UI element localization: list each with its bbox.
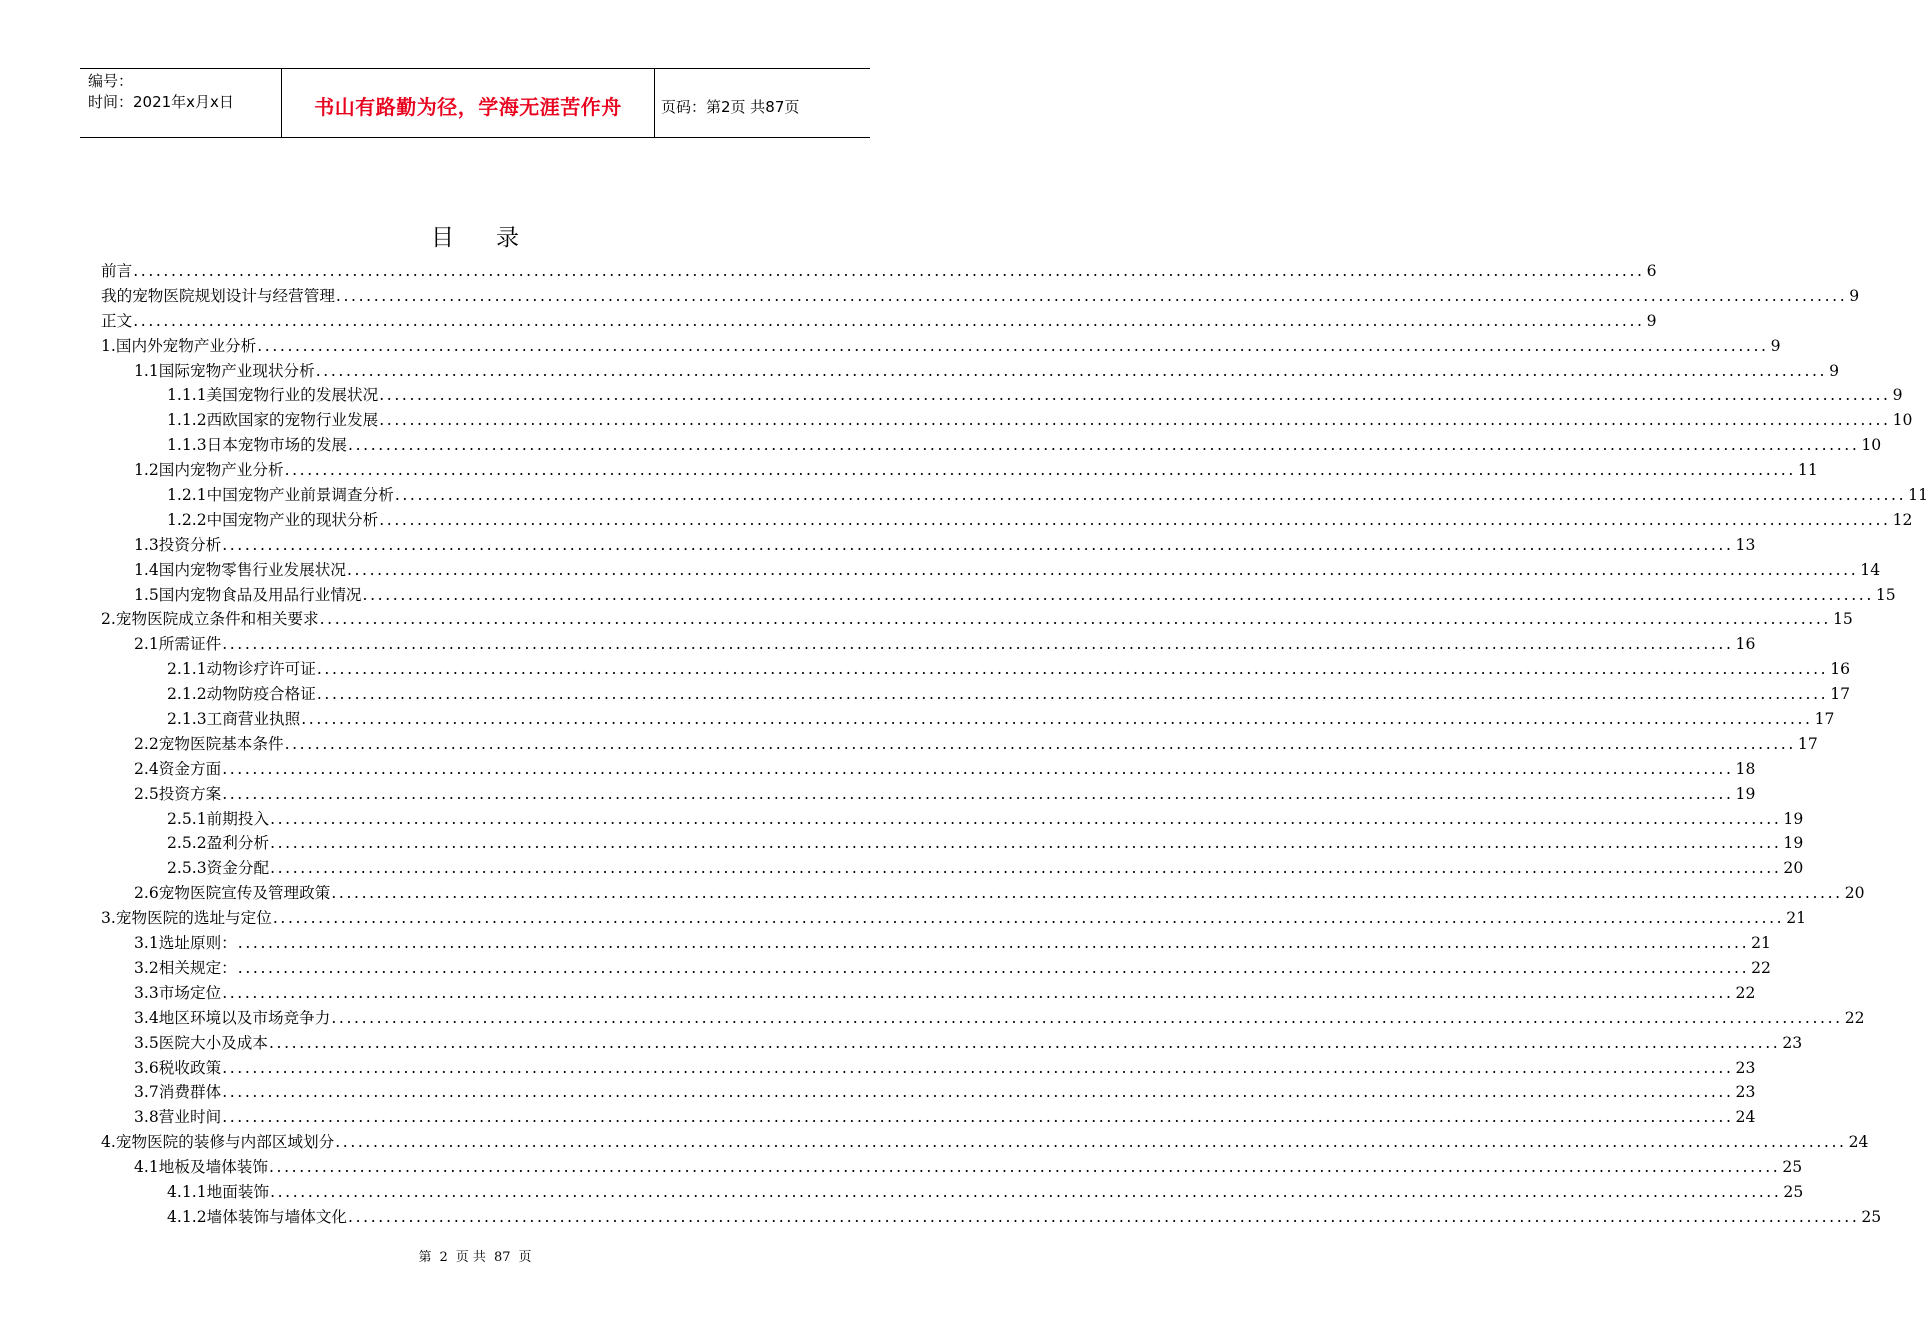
toc-dot-leader: ........................................................................................................................................................................................................ bbox=[335, 286, 1848, 305]
toc-entry-title: 3.3市场定位 bbox=[134, 983, 222, 1002]
toc-entry-title: 2.宠物医院成立条件和相关要求 bbox=[101, 610, 319, 629]
toc-entry[interactable] bbox=[101, 1056, 1756, 1081]
toc-entry-page: 13 bbox=[1735, 535, 1756, 554]
toc-entry-page: 23 bbox=[1735, 1058, 1756, 1077]
toc-dot-leader: ........................................................................................................................................................................................................ bbox=[222, 535, 1734, 554]
table-of-contents bbox=[101, 259, 1928, 1230]
toc-entry[interactable] bbox=[101, 1006, 1865, 1031]
toc-entry[interactable] bbox=[101, 1130, 1869, 1155]
toc-entry-title: 2.5.3资金分配 bbox=[167, 859, 270, 878]
toc-dot-leader: ........................................................................................................................................................................................................ bbox=[270, 834, 1782, 853]
toc-dot-leader: ........................................................................................................................................................................................................ bbox=[268, 1033, 1781, 1052]
toc-entry[interactable] bbox=[101, 1180, 1804, 1205]
toc-entry-title: 3.宠物医院的选址与定位 bbox=[101, 909, 272, 928]
toc-entry-page: 25 bbox=[1783, 1182, 1804, 1201]
toc-entry-page: 19 bbox=[1735, 784, 1756, 803]
toc-entry[interactable] bbox=[101, 881, 1865, 906]
toc-title: 目录 bbox=[431, 225, 561, 251]
toc-entry[interactable] bbox=[101, 284, 1860, 309]
toc-entry[interactable] bbox=[101, 558, 1881, 583]
toc-entry-title: 前言 bbox=[101, 262, 133, 280]
toc-entry-page: 9 bbox=[1892, 386, 1903, 405]
header-page-info: 页码：第2页 共87页 bbox=[661, 97, 800, 116]
toc-dot-leader: ........................................................................................................................................................................................................ bbox=[222, 1108, 1734, 1127]
toc-entry-title: 3.1选址原则： bbox=[134, 934, 237, 953]
toc-entry[interactable] bbox=[101, 359, 1840, 384]
header-motto-cell bbox=[282, 69, 655, 137]
toc-entry-page: 25 bbox=[1782, 1158, 1803, 1177]
toc-dot-leader: ........................................................................................................................................................................................................ bbox=[316, 685, 1829, 704]
toc-entry-page: 21 bbox=[1751, 934, 1771, 953]
toc-entry-page: 9 bbox=[1770, 336, 1781, 355]
toc-entry-title: 2.5.1前期投入 bbox=[167, 809, 270, 828]
toc-entry-page: 14 bbox=[1860, 560, 1881, 579]
toc-entry-title: 4.1地板及墙体装饰 bbox=[134, 1158, 268, 1177]
document-time: 时间：2021年x月x日 bbox=[88, 93, 234, 111]
toc-dot-leader: ........................................................................................................................................................................................................ bbox=[362, 585, 1874, 604]
toc-dot-leader: ........................................................................................................................................................................................................ bbox=[270, 1182, 1782, 1201]
toc-entry-title: 1.3投资分析 bbox=[134, 535, 222, 554]
toc-dot-leader: ........................................................................................................................................................................................................ bbox=[394, 486, 1907, 505]
toc-dot-leader: ........................................................................................................................................................................................................ bbox=[331, 884, 1843, 903]
toc-entry-title: 1.4国内宠物零售行业发展状况 bbox=[134, 560, 346, 579]
toc-dot-leader: ........................................................................................................................................................................................................ bbox=[133, 262, 1645, 280]
toc-entry-page: 21 bbox=[1786, 909, 1807, 928]
toc-dot-leader: ........................................................................................................................................................................................................ bbox=[316, 660, 1829, 679]
toc-dot-leader: ........................................................................................................................................................................................................ bbox=[379, 386, 1891, 405]
toc-entry[interactable] bbox=[101, 433, 1882, 458]
toc-entry-page: 19 bbox=[1783, 834, 1804, 853]
toc-entry[interactable] bbox=[101, 682, 1851, 707]
footer-page-number: 2 bbox=[439, 1250, 448, 1265]
toc-entry-title: 1.1.2西欧国家的宠物行业发展 bbox=[167, 411, 379, 430]
toc-entry[interactable] bbox=[101, 632, 1756, 657]
toc-entry-title: 1.国内外宠物产业分析 bbox=[101, 336, 257, 355]
toc-entry[interactable] bbox=[101, 309, 1657, 334]
toc-entry-page: 12 bbox=[1892, 510, 1913, 529]
toc-entry-page: 10 bbox=[1861, 436, 1882, 455]
toc-entry[interactable] bbox=[101, 607, 1853, 632]
toc-dot-leader: ........................................................................................................................................................................................................ bbox=[319, 610, 1831, 629]
toc-dot-leader: ........................................................................................................................................................................................................ bbox=[315, 361, 1828, 380]
toc-entry-title: 2.1.1动物诊疗许可证 bbox=[167, 660, 316, 679]
toc-entry-page: 9 bbox=[1829, 361, 1840, 380]
footer-suffix: 页 bbox=[518, 1250, 532, 1265]
toc-dot-leader: ........................................................................................................................................................................................................ bbox=[222, 1083, 1734, 1102]
toc-dot-leader: ........................................................................................................................................................................................................ bbox=[268, 1158, 1781, 1177]
toc-dot-leader: ........................................................................................................................................................................................................ bbox=[222, 635, 1734, 654]
toc-entry-title: 1.5国内宠物食品及用品行业情况 bbox=[134, 585, 362, 604]
toc-entry[interactable] bbox=[101, 906, 1807, 931]
toc-entry-page: 22 bbox=[1844, 1008, 1865, 1027]
toc-entry-page: 11 bbox=[1797, 461, 1818, 480]
toc-entry[interactable] bbox=[101, 931, 1771, 956]
toc-entry[interactable] bbox=[101, 1080, 1756, 1105]
toc-entry-page: 18 bbox=[1735, 759, 1756, 778]
toc-entry-title: 3.6税收政策 bbox=[134, 1058, 222, 1077]
toc-entry[interactable] bbox=[101, 1205, 1882, 1230]
toc-entry-page: 9 bbox=[1646, 311, 1657, 330]
toc-dot-leader: ........................................................................................................................................................................................................ bbox=[133, 311, 1645, 330]
toc-entry-title: 2.1.2动物防疫合格证 bbox=[167, 685, 316, 704]
toc-dot-leader: ........................................................................................................................................................................................................ bbox=[222, 759, 1734, 778]
toc-dot-leader: ........................................................................................................................................................................................................ bbox=[222, 784, 1734, 803]
toc-entry-title: 1.2.1中国宠物产业前景调查分析 bbox=[167, 486, 394, 505]
toc-entry[interactable] bbox=[101, 458, 1818, 483]
toc-entry-title: 我的宠物医院规划设计与经营管理 bbox=[101, 286, 335, 305]
toc-entry-page: 22 bbox=[1751, 958, 1771, 977]
toc-dot-leader: ........................................................................................................................................................................................................ bbox=[237, 934, 1750, 953]
toc-entry[interactable] bbox=[101, 831, 1804, 856]
toc-dot-leader: ........................................................................................................................................................................................................ bbox=[301, 710, 1813, 729]
toc-entry-page: 17 bbox=[1814, 710, 1835, 729]
toc-entry-title: 3.4地区环境以及市场竞争力 bbox=[134, 1008, 331, 1027]
toc-entry[interactable] bbox=[101, 483, 1928, 508]
toc-entry-title: 2.4资金方面 bbox=[134, 759, 222, 778]
toc-entry-title: 3.7消费群体 bbox=[134, 1083, 222, 1102]
toc-entry[interactable] bbox=[101, 807, 1804, 832]
toc-dot-leader: ........................................................................................................................................................................................................ bbox=[335, 1133, 1847, 1152]
toc-entry-page: 19 bbox=[1783, 809, 1804, 828]
toc-dot-leader: ........................................................................................................................................................................................................ bbox=[348, 1207, 1860, 1226]
toc-entry-page: 16 bbox=[1830, 660, 1851, 679]
header-page-info-cell bbox=[655, 72, 870, 140]
toc-dot-leader: ........................................................................................................................................................................................................ bbox=[346, 560, 1859, 579]
page-header bbox=[80, 68, 870, 138]
toc-entry-title: 1.1.1美国宠物行业的发展状况 bbox=[167, 386, 379, 405]
toc-entry[interactable] bbox=[101, 1155, 1803, 1180]
toc-dot-leader: ........................................................................................................................................................................................................ bbox=[284, 734, 1796, 753]
toc-dot-leader: ........................................................................................................................................................................................................ bbox=[348, 436, 1860, 455]
toc-dot-leader: ........................................................................................................................................................................................................ bbox=[379, 510, 1891, 529]
document-number-label: 编号： bbox=[88, 72, 134, 90]
toc-entry[interactable] bbox=[101, 707, 1835, 732]
toc-entry[interactable] bbox=[101, 757, 1756, 782]
toc-entry-page: 23 bbox=[1782, 1033, 1803, 1052]
toc-entry[interactable] bbox=[101, 533, 1756, 558]
footer-prefix: 第 bbox=[418, 1250, 432, 1265]
toc-entry-page: 16 bbox=[1735, 635, 1756, 654]
toc-entry-title: 4.宠物医院的装修与内部区域划分 bbox=[101, 1133, 335, 1152]
footer-total-pages: 87 bbox=[493, 1250, 511, 1265]
toc-entry[interactable] bbox=[101, 259, 1657, 284]
toc-dot-leader: ........................................................................................................................................................................................................ bbox=[272, 909, 1785, 928]
toc-entry[interactable] bbox=[101, 782, 1756, 807]
toc-entry-page: 9 bbox=[1849, 286, 1860, 305]
toc-entry-page: 17 bbox=[1830, 685, 1851, 704]
toc-entry[interactable] bbox=[101, 583, 1896, 608]
page-footer bbox=[0, 1246, 950, 1265]
toc-dot-leader: ........................................................................................................................................................................................................ bbox=[222, 983, 1734, 1002]
toc-entry[interactable] bbox=[101, 334, 1781, 359]
toc-entry-title: 2.5投资方案 bbox=[134, 784, 222, 803]
toc-entry[interactable] bbox=[101, 981, 1756, 1006]
toc-entry-title: 2.1所需证件 bbox=[134, 635, 222, 654]
toc-entry-title: 2.1.3工商营业执照 bbox=[167, 710, 301, 729]
toc-entry[interactable] bbox=[101, 408, 1913, 433]
toc-entry-page: 24 bbox=[1848, 1133, 1869, 1152]
header-meta bbox=[80, 69, 282, 137]
toc-entry-page: 25 bbox=[1861, 1207, 1882, 1226]
toc-dot-leader: ........................................................................................................................................................................................................ bbox=[222, 1058, 1734, 1077]
toc-entry-page: 20 bbox=[1844, 884, 1865, 903]
toc-entry-title: 1.2国内宠物产业分析 bbox=[134, 461, 284, 480]
toc-entry[interactable] bbox=[101, 956, 1771, 981]
toc-entry-title: 2.2宠物医院基本条件 bbox=[134, 734, 284, 753]
toc-entry-title: 4.1.1地面装饰 bbox=[167, 1182, 270, 1201]
toc-entry-page: 22 bbox=[1735, 983, 1756, 1002]
toc-entry[interactable] bbox=[101, 856, 1804, 881]
toc-entry-page: 15 bbox=[1832, 610, 1853, 629]
toc-dot-leader: ........................................................................................................................................................................................................ bbox=[257, 336, 1769, 355]
toc-dot-leader: ........................................................................................................................................................................................................ bbox=[331, 1008, 1843, 1027]
toc-entry-page: 6 bbox=[1646, 262, 1657, 280]
toc-entry[interactable] bbox=[101, 657, 1851, 682]
toc-entry-page: 15 bbox=[1875, 585, 1896, 604]
toc-dot-leader: ........................................................................................................................................................................................................ bbox=[379, 411, 1891, 430]
toc-entry[interactable] bbox=[101, 383, 1903, 408]
footer-mid: 页 共 bbox=[455, 1250, 486, 1265]
toc-entry-title: 3.5医院大小及成本 bbox=[134, 1033, 268, 1052]
toc-entry[interactable] bbox=[101, 1105, 1756, 1130]
toc-entry-title: 4.1.2墙体装饰与墙体文化 bbox=[167, 1207, 348, 1226]
toc-entry-page: 11 bbox=[1908, 486, 1928, 505]
toc-entry-title: 1.1.3日本宠物市场的发展 bbox=[167, 436, 348, 455]
toc-entry-page: 24 bbox=[1735, 1108, 1756, 1127]
toc-entry-page: 10 bbox=[1892, 411, 1913, 430]
header-motto: 书山有路勤为径，学海无涯苦作舟 bbox=[314, 94, 622, 119]
toc-entry-page: 23 bbox=[1735, 1083, 1756, 1102]
toc-dot-leader: ........................................................................................................................................................................................................ bbox=[284, 461, 1796, 480]
toc-dot-leader: ........................................................................................................................................................................................................ bbox=[270, 809, 1782, 828]
toc-entry-page: 20 bbox=[1783, 859, 1804, 878]
toc-entry[interactable] bbox=[101, 1031, 1803, 1056]
toc-entry-title: 1.2.2中国宠物产业的现状分析 bbox=[167, 510, 379, 529]
toc-entry-title: 正文 bbox=[101, 311, 133, 330]
toc-dot-leader: ........................................................................................................................................................................................................ bbox=[237, 958, 1750, 977]
toc-dot-leader: ........................................................................................................................................................................................................ bbox=[270, 859, 1782, 878]
toc-entry[interactable] bbox=[101, 508, 1913, 533]
toc-entry-page: 17 bbox=[1797, 734, 1818, 753]
toc-entry-title: 2.5.2盈利分析 bbox=[167, 834, 270, 853]
toc-entry-title: 1.1国际宠物产业现状分析 bbox=[134, 361, 315, 380]
toc-entry-title: 3.8营业时间 bbox=[134, 1108, 222, 1127]
toc-entry-title: 2.6宠物医院宣传及管理政策 bbox=[134, 884, 331, 903]
toc-entry-title: 3.2相关规定： bbox=[134, 958, 237, 977]
toc-entry[interactable] bbox=[101, 732, 1818, 757]
